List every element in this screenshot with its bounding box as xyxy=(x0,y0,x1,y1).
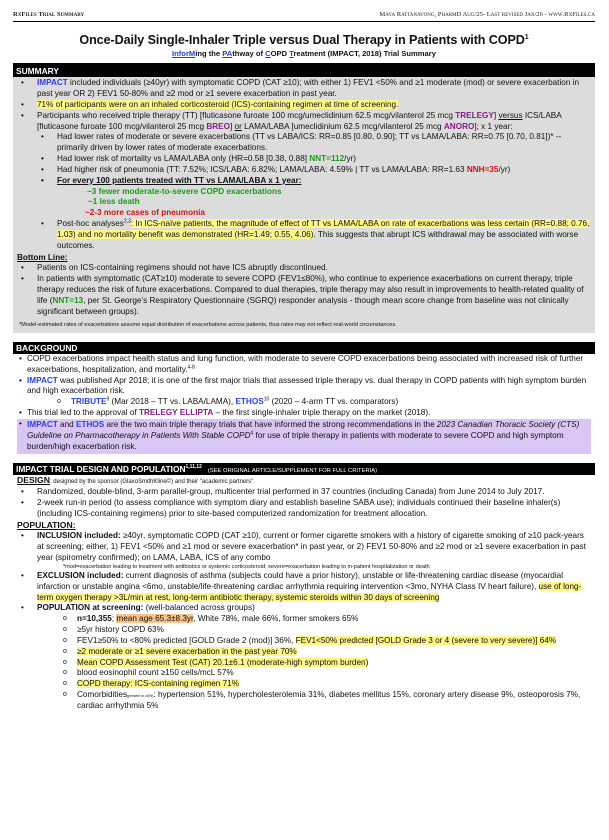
highlighted-text: COPD therapy: ICS-containing regimen 71% xyxy=(77,679,240,689)
summary-heading: SUMMARY xyxy=(13,65,595,77)
bullet-text: (Mar 2018 – TT vs. LABA/LAMA), xyxy=(109,397,236,407)
bullet-text: – the first single-inhaler triple therapy on the market (2018). xyxy=(213,408,431,418)
title-text: Once-Daily Single-Inhaler Triple versus Dual Therapy in Patients with COPD xyxy=(79,32,525,47)
separator: ; xyxy=(111,614,117,624)
background-bullet xyxy=(17,408,591,419)
page-subtitle xyxy=(13,49,595,65)
reference: 9 xyxy=(106,396,110,403)
nnt-value: NNT=13 xyxy=(52,295,84,305)
subtitle-part: reatment (IMPACT, 2018) Trial Summary xyxy=(293,49,436,59)
exclusion-bullet xyxy=(17,571,591,603)
bullet-text: ICS/LABA [fluticasone furoate 100 mcg/vilanterol 25 mcg xyxy=(37,110,562,131)
population-item xyxy=(17,690,591,712)
background-bullet-highlighted xyxy=(17,419,591,454)
bullet-text: This trial led to the approval of xyxy=(27,408,139,418)
reference: 10 xyxy=(263,396,270,403)
bullet-text: (2020 – 4-arm TT vs. comparators) xyxy=(269,397,399,407)
subtitle-part: C xyxy=(265,49,271,59)
subtitle-part: ing the xyxy=(195,49,223,59)
bullet-text: ]; x 1 year: xyxy=(474,121,513,131)
subtitle-part: PA xyxy=(222,49,233,59)
design-bullet xyxy=(17,498,591,520)
bullet-text: , White 78%, male 66%, former smokers 65% xyxy=(193,614,359,624)
exclusion-label: EXCLUSION included: xyxy=(37,570,124,580)
summary-subbullet xyxy=(17,219,591,251)
design-bullet xyxy=(17,487,591,498)
population-item xyxy=(17,679,591,690)
outcome-exacerbations: ~3 fewer moderate-to-severe COPD exacerbations xyxy=(87,186,282,196)
summary-footnote: *Model-estimated rates of exacerbations assume equal distribution of exacerbations across patients, thus rates may not reflect real-world circumstances. xyxy=(19,321,397,328)
outcome-pneumonia: ~2-3 more cases of pneumonia xyxy=(85,208,205,218)
population-item xyxy=(17,625,591,636)
inclusion-label: INCLUSION included: xyxy=(37,531,121,541)
drug-anoro: ANORO xyxy=(443,121,475,131)
summary-subbullet xyxy=(17,154,591,165)
drug-breo: BREO xyxy=(206,121,230,131)
bullet-text: ≥5yr history COPD 63% xyxy=(77,625,164,635)
impact-label: IMPACT xyxy=(27,375,58,385)
bottom-line-label: Bottom Line xyxy=(17,252,65,262)
reference: 2,3 xyxy=(123,218,131,225)
comorbidities-label: Comorbidities xyxy=(77,690,128,700)
design-heading xyxy=(13,463,595,475)
bullet-text: (well-balanced across groups) xyxy=(143,603,255,613)
summary-subbullet xyxy=(17,132,591,154)
population-item xyxy=(17,668,591,679)
bullet-text: versus xyxy=(498,110,523,120)
bullet-text: ] xyxy=(229,121,235,131)
design-section xyxy=(13,475,595,711)
background-heading: BACKGROUND xyxy=(13,342,595,354)
subtitle-part: OPD xyxy=(270,49,290,59)
population-item xyxy=(17,647,591,658)
title-reference: 1 xyxy=(524,33,529,41)
bullet-text: Had lower rates of moderate or severe exacerbations (TT vs LABA/ICS: RR=0.85 [0.80, 0.90]; TT vs LAMA/LABA: RR=0.75 [0.70, 0.81])* -- primarily driven by lower rates of moderate exacerbations. xyxy=(57,132,562,153)
bullet-text: Post-hoc analyses xyxy=(57,219,124,229)
subtitle-part: thway of xyxy=(232,49,266,59)
guideline-title: 2023 Canadian Thoracic Society (CTS) Guideline on Pharmacotherapy in Patients With Stable COPD xyxy=(27,419,580,440)
header-author-info: Maya Rattanavong, PharmD Aug/25- Last revised Jan/26 - www.RxFiles.ca xyxy=(379,11,595,18)
tribute-label: TRIBUTE xyxy=(71,397,107,407)
bullet-text: LAMA/LABA [umeclidinium 62.5 mcg/vilanterol 25 mcg xyxy=(241,121,444,131)
bullet-text: . This suggests that abrupt ICS withdrawal may be associated with worse outcomes. xyxy=(57,229,579,250)
summary-section xyxy=(13,77,595,333)
summary-subbullet xyxy=(17,165,591,176)
population-bullet xyxy=(17,603,591,614)
bullet-text: are the two main triple therapy trials that have informed the strong recommendations in the xyxy=(104,419,437,429)
mean-age: mean age 65.3±8.3yr xyxy=(116,614,194,624)
page-title xyxy=(13,32,595,49)
highlighted-text: Mean COPD Assessment Test (CAT) 20.1±6.1 (moderate-high symptom burden) xyxy=(77,657,369,667)
bullet-text: included individuals (≥40yr) with symptomatic COPD (CAT ≥10); with either 1) FEV1 <50% and ≥1 moderate (mod) or severe exacerbation in past year OR 2) FEV1 50-80% and ≥2 mod or ≥1 severe exacerbation in past year. xyxy=(37,78,580,99)
highlighted-text: FEV1<50% predicted [GOLD Grade 3 or 4 (severe to very severe)] 64% xyxy=(295,635,557,645)
background-bullet xyxy=(17,376,591,398)
inclusion-footnote: *mod=exacerbation leading to treatment with antibiotics or systemic corticosteroid; severe=exacerbation leading to in-patient hospitalization or death xyxy=(63,563,430,570)
bullet-text: for use of triple therapy in patients with moderate to severe COPD and high symptom burden/high exacerbation risk. xyxy=(27,430,564,451)
ethos-label: ETHOS xyxy=(235,397,264,407)
summary-bullet xyxy=(17,78,591,100)
header-series-label: RxFiles Trial Summary xyxy=(13,11,85,18)
bullet-text: /yr) xyxy=(344,154,356,164)
bullet-text: ] xyxy=(493,110,499,120)
per-100-heading: For every 100 patients treated with TT vs LAMA/LABA x 1 year: xyxy=(57,175,302,185)
bullet-text: 2-week run-in period (to assess compliance with symptom diary and establish baseline SABA use); individuals continued their baseline inhaler(s) (including ICS-containing regimens) prior to site-based computerized randomization for treatment allocation. xyxy=(37,498,561,518)
bullet-text: current diagnosis of asthma (subjects could have a prior history), unstable or life-threatening cardiac disease (myocardial infarction or unstable angina <6mo, unstable/life-threatening cardiac arrhythmia requiring intervention <3mo, NYHA Class IV heart failure), xyxy=(37,570,564,591)
nnt-value: NNT=112 xyxy=(309,154,345,164)
bottom-line-heading: Bottom Line: xyxy=(17,252,68,262)
subtitle-part: M xyxy=(188,49,196,59)
population-label: POPULATION: xyxy=(17,519,76,530)
bullet-text: In patients with symptomatic (CAT≥10) moderate to severe COPD (FEV1≤80%), who continue to experience exacerbations on current therapy, triple therapy reduces the risk of future exacerbations. Compared to dual therapies, triple therapy may also result in improvements to health-related quality of life ( xyxy=(37,274,584,305)
population-screen-label: POPULATION at screening: xyxy=(37,603,144,613)
document-header xyxy=(13,0,595,22)
bullet-text: ≥40yr, symptomatic COPD (CAT ≥10), current or former cigarette smokers with a history of cigarette smoking of ≥10 pack-years at screening; either, 1) FEV1 <50% and ≥1 mod or severe exacerbation* in past year, or 2) FEV1 50-80% and ≥2 mod or ≥1 severe exacerbation in past year (spirometry confirmed); on LAMA, LABA, ICS of any combo xyxy=(37,531,586,562)
reference: 4 xyxy=(250,429,254,436)
drug-trelegy: TRELEGY ELLIPTA xyxy=(138,408,214,418)
sample-size: n=10,355 xyxy=(77,614,112,624)
bullet-text: and xyxy=(57,419,76,429)
bullet-text: : hypertension 51%, hypercholesterolemia 31%, diabetes mellitus 15%, coronary artery disease 9%, osteoporosis 7%, cardiac arrhythmia 5% xyxy=(77,690,581,710)
comorbidities-note: (present in ≥5%) xyxy=(127,694,154,699)
bullet-text: was published Apr 2018; it is one of the first major trials that assessed triple therapy vs. dual therapy in COPD patients with high symptom burden and high exacerbation risk. xyxy=(27,375,587,396)
bottom-line-bullet xyxy=(17,263,591,274)
drug-trelegy: TRELEGY xyxy=(455,110,494,120)
inclusion-bullet xyxy=(17,531,591,563)
highlighted-text: ≥2 moderate or ≥1 severe exacerbation in the past year 70% xyxy=(77,646,297,656)
summary-bullet xyxy=(17,100,591,111)
summary-bullet xyxy=(17,111,591,133)
highlighted-text: : In ICS-naïve patients, the magnitude of effect of TT vs LAMA/LABA on rate of exacerbations was less certain (RR=0.88; 0.76, 1.03) and no mortality benefit was demonstrated (HR=1.49; 0.55, 4.06) xyxy=(57,219,590,239)
heading-note: (SEE ORIGINAL ARTICLE/SUPPLEMENT FOR FULL CRITERIA) xyxy=(207,468,378,475)
reference: 1,11,12 xyxy=(185,464,202,471)
outcome-deaths: ~1 less death xyxy=(88,197,140,207)
bottom-line-bullet xyxy=(17,274,591,317)
background-section xyxy=(13,354,595,454)
highlighted-text: use of long-term oxygen therapy >3L/min at rest, long-term antibiotic therapy, systemic steroids within 30 days of screening xyxy=(37,581,582,602)
bullet-text: Randomized, double-blind, 3-arm parallel-group, multicenter trial performed in 37 countries (including Canada) from June 2014 to July 2017. xyxy=(37,487,545,497)
nnh-value: NNH=35 xyxy=(466,164,499,174)
bullet-text: COPD exacerbations impact health status and lung function, with moderate to severe COPD exacerbations being associated with increased risk of further exacerbations, hospitalization, and mortality. xyxy=(27,353,584,374)
subtitle-part: T xyxy=(289,49,294,59)
bullet-text: Had lower risk of mortality vs LAMA/LABA only (HR=0.58 [0.38, 0.88] xyxy=(57,154,310,164)
population-item xyxy=(17,658,591,669)
impact-label: IMPACT xyxy=(37,78,68,88)
reference: 4-8 xyxy=(187,364,195,371)
subtitle-part: Infor xyxy=(172,49,189,59)
bullet-text: blood eosinophil count ≥150 cells/mcL 57% xyxy=(77,668,234,678)
bullet-text: Had higher risk of pneumonia (TT: 7.52%; ICS/LABA: 6.82%; LAMA/LABA: 4.59% | TT vs LAMA/LABA: RR=1.63 xyxy=(57,164,467,174)
design-label: DESIGN xyxy=(17,475,50,486)
design-note: : designed by the sponsor (GlaxoSmithKline©) and their "academic partners" xyxy=(49,479,254,486)
bullet-text: , per St. George’s Respiratory Questionnaire (SGRQ) responder analysis - though mean score change from baseline was not clinically significant between groups). xyxy=(37,295,569,316)
summary-subbullet xyxy=(17,176,591,187)
background-bullet xyxy=(17,354,591,376)
impact-label: IMPACT xyxy=(27,419,58,429)
highlighted-text: 71% of participants were on an inhaled corticosteroid (ICS)-containing regimen at time of screening. xyxy=(37,99,399,109)
bullet-text: or xyxy=(234,121,242,131)
bullet-text: Participants who received triple therapy (TT) [fluticasone furoate 100 mcg/umeclidinium 62.5 mcg/vilanterol 25 mcg xyxy=(37,110,456,120)
design-heading-text: IMPACT TRIAL DESIGN AND POPULATION xyxy=(16,464,186,475)
bullet-text: Patients on ICS-containing regimens should not have ICS abruptly discontinued. xyxy=(37,263,328,273)
population-item xyxy=(17,636,591,647)
bullet-text: FEV1≥50% to <80% predicted [GOLD Grade 2 (mod)] 36%, xyxy=(77,635,296,645)
population-item xyxy=(17,614,591,625)
bullet-text: /yr) xyxy=(498,164,511,174)
ethos-label: ETHOS xyxy=(76,419,105,429)
background-subbullet xyxy=(17,397,591,408)
